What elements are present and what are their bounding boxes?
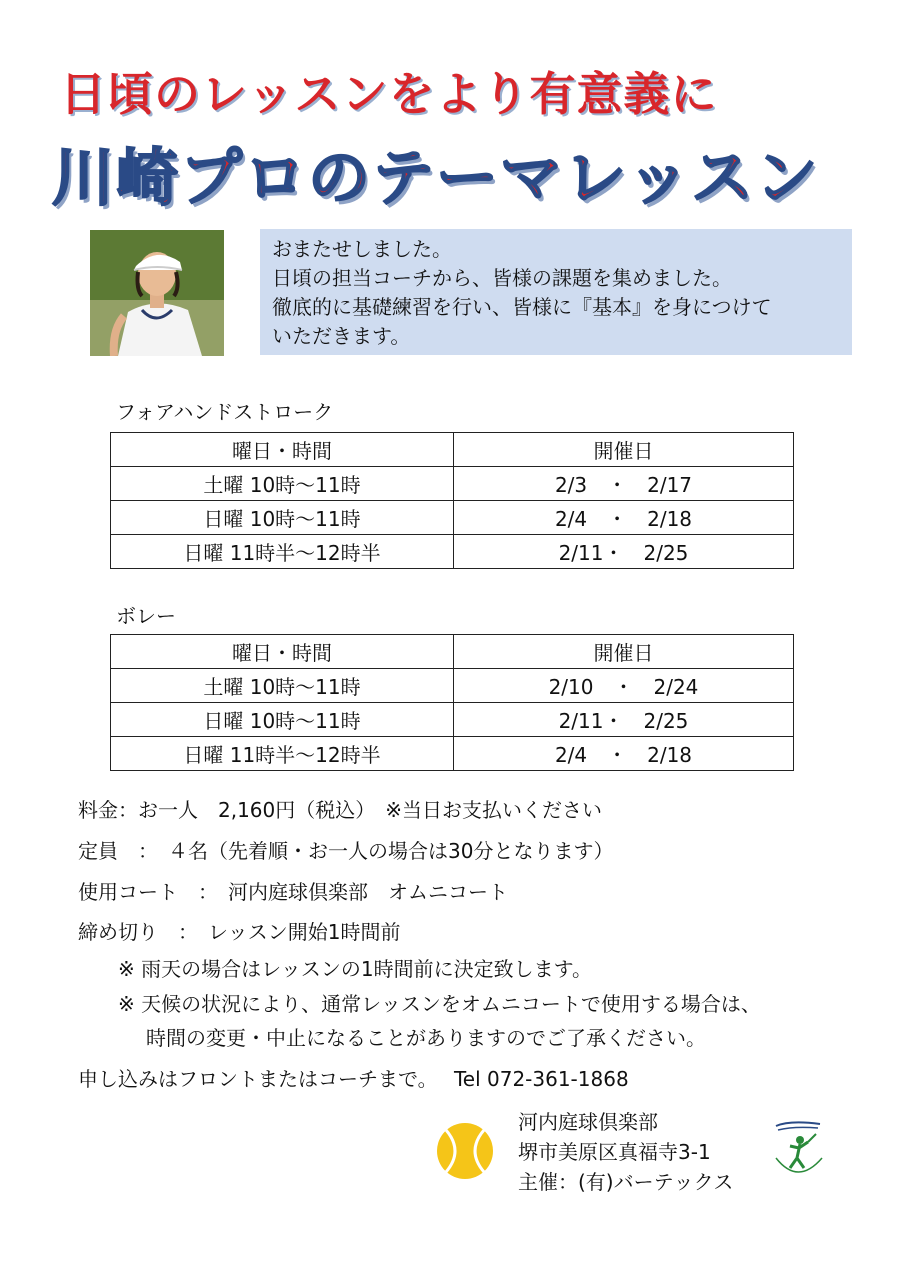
page-title: 川崎プロのテーマレッスン <box>52 141 820 214</box>
dates-cell: 2/3 ・ 2/17 <box>454 467 794 501</box>
page-subtitle: 日頃のレッスンをより有意義に <box>60 67 718 121</box>
column-header-day-time: 曜日・時間 <box>111 635 454 669</box>
dates-cell: 2/11・ 2/25 <box>454 535 794 569</box>
fee-info: 料金：お一人 2,160円（税込） ※当日お支払いください <box>78 798 603 822</box>
weather-note: ※ 天候の状況により、通常レッスンをオムニコートで使用する場合は、 <box>118 992 761 1016</box>
dates-cell: 2/4 ・ 2/18 <box>454 737 794 771</box>
capacity-info: 定員 ： ４名（先着順・お一人の場合は30分となります） <box>78 839 614 863</box>
intro-line: おまたせしました。 <box>272 237 452 261</box>
tennis-ball-icon <box>436 1122 494 1184</box>
deadline-info: 締め切り ： レッスン開始1時間前 <box>78 920 401 944</box>
day-time-cell: 日曜 10時～11時 <box>111 501 454 535</box>
court-info: 使用コート ： 河内庭球倶楽部 オムニコート <box>78 880 508 904</box>
day-time-cell: 日曜 11時半～12時半 <box>111 535 454 569</box>
club-address: 堺市美原区真福寺3-1 <box>518 1140 711 1164</box>
organizer: 主催：(有)バーテックス <box>518 1170 734 1194</box>
rain-note: ※ 雨天の場合はレッスンの1時間前に決定致します。 <box>118 957 593 981</box>
day-time-cell: 土曜 10時～11時 <box>111 467 454 501</box>
intro-line: 徹底的に基礎練習を行い、皆様に『基本』を身につけて <box>272 295 772 319</box>
volley-section-label: ボレー <box>116 604 176 628</box>
day-time-cell: 日曜 11時半～12時半 <box>111 737 454 771</box>
day-time-cell: 日曜 10時～11時 <box>111 703 454 737</box>
table-row <box>111 669 794 703</box>
intro-line: いただきます。 <box>272 324 411 348</box>
club-name: 河内庭球倶楽部 <box>518 1110 658 1134</box>
intro-box <box>260 229 852 355</box>
column-header-day-time: 曜日・時間 <box>111 433 454 467</box>
column-header-dates: 開催日 <box>454 433 794 467</box>
table-row <box>111 703 794 737</box>
table-row <box>111 535 794 569</box>
volley-schedule-table <box>110 634 794 771</box>
contact-info: 申し込みはフロントまたはコーチまで。 Tel 072-361-1868 <box>78 1067 629 1091</box>
day-time-cell: 土曜 10時～11時 <box>111 669 454 703</box>
forehand-section-label: フォアハンドストローク <box>116 400 334 424</box>
dates-cell: 2/4 ・ 2/18 <box>454 501 794 535</box>
table-row <box>111 501 794 535</box>
dates-cell: 2/10 ・ 2/24 <box>454 669 794 703</box>
table-header-row <box>111 433 794 467</box>
intro-line: 日頃の担当コーチから、皆様の課題を集めました。 <box>272 266 732 290</box>
club-logo-icon <box>770 1116 826 1190</box>
dates-cell: 2/11・ 2/25 <box>454 703 794 737</box>
player-photo <box>90 230 224 356</box>
weather-note-continued: 時間の変更・中止になることがありますのでご了承ください。 <box>146 1026 706 1050</box>
table-row <box>111 467 794 501</box>
table-row <box>111 737 794 771</box>
table-header-row <box>111 635 794 669</box>
column-header-dates: 開催日 <box>454 635 794 669</box>
forehand-schedule-table <box>110 432 794 569</box>
